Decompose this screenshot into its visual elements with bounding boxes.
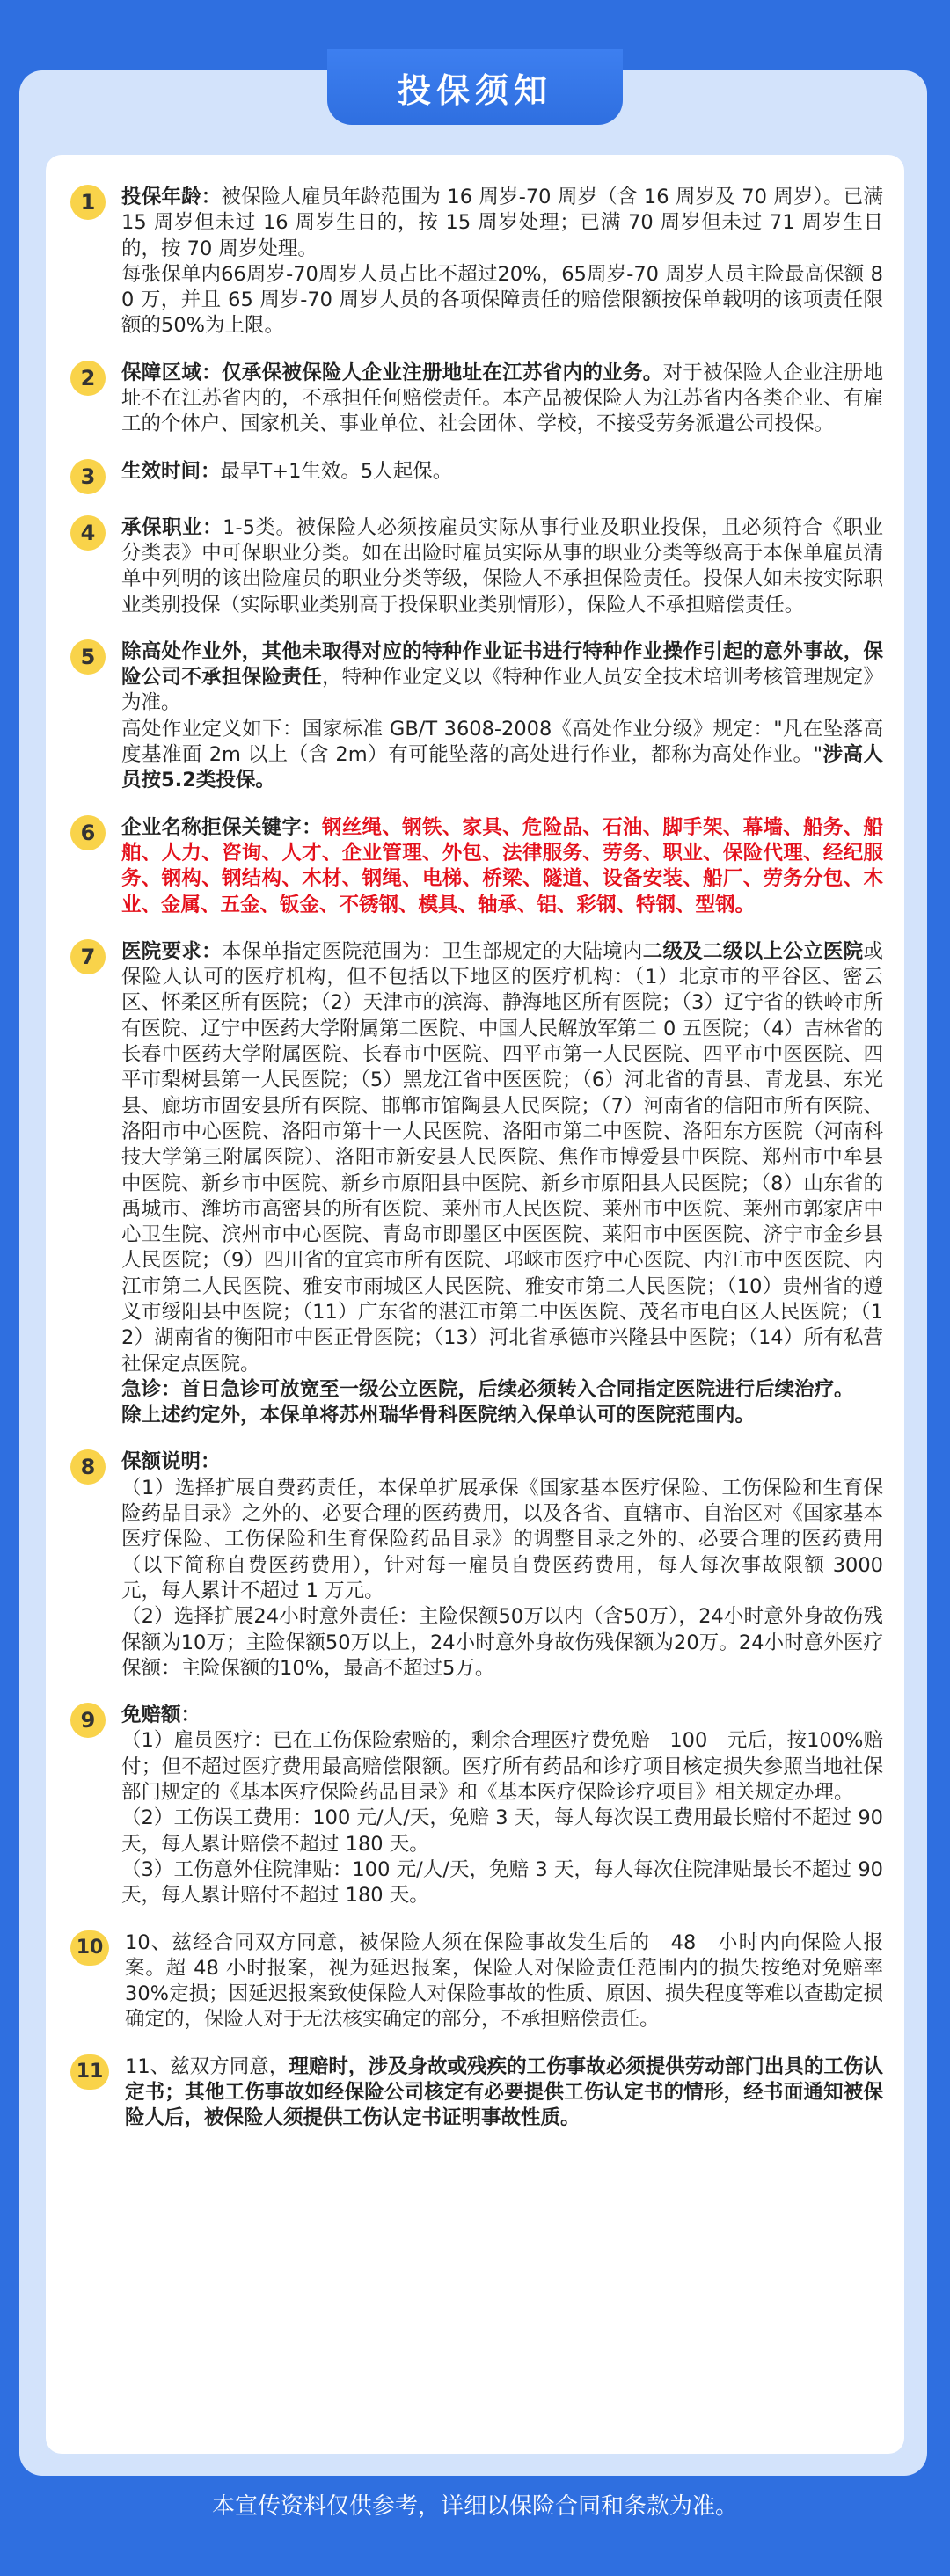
item-text: 1-5类。被保险人必须按雇员实际从事行业及职业投保，且必须符合《职业分类表》中可保职业分类。如在出险时雇员实际从事的职业分类等级高于本保单雇员清单中列明的该出险雇员的职业分类等级，保险人不承担保险责任。投保人如未按实际职业类别投保（实际职业类别高于投保职业类别情形），保险人不承担赔偿责任。 xyxy=(121,515,883,617)
item-heading: 保障区域： xyxy=(121,361,222,384)
item-number-badge: 2 xyxy=(70,361,106,396)
item-text: 10、兹经合同双方同意，被保险人须在保险事故发生后的 48 小时内向保险人报案。超 48 小时报案，视为延迟报案，保险人对保险责任范围内的损失按绝对免赔率 30%定损；因延迟报案致使保险人对保险事故的性质、原因、损失程度等难以查勘定损确定的，保险人对于无法核实确定的部分，不承担赔偿责任。 xyxy=(125,1930,903,2032)
notice-item xyxy=(70,639,883,794)
item-text: （1）雇员医疗：已在工伤保险索赔的，剩余合理医疗费免赔 100 元后，按100%赔付；但不超过医疗费用最高赔偿限额。医疗所有药品和诊疗项目核定损失参照当地社保部门规定的《基本医疗保险药品目录》和《基本医疗保险诊疗项目》相关规定办理。 xyxy=(121,1729,883,1805)
notice-item xyxy=(70,1930,903,2033)
item-number-badge: 9 xyxy=(70,1703,106,1738)
item-text: 对于被保险人企业注册地址不在江苏省内的，不承担任何赔偿责任。本产品被保险人为江苏省内各类企业、有雇工的个体户、国家机关、事业单位、社会团体、学校，不接受劳务派遣公司投保。 xyxy=(121,361,883,436)
item-body xyxy=(125,1930,903,2033)
notice-card xyxy=(46,155,904,2454)
item-text: （1）选择扩展自费药责任，本保单扩展承保《国家基本医疗保险、工伤保险和生育保险药品目录》之外的、必要合理的医药费用，以及各省、直辖市、自治区对《国家基本医疗保险、工伤保险和生育保险药品目录》的调整目录之外的、必要合理的医药费用（以下简称自费医药费用），针对每一雇员自费医药费用，每人每次事故限额 3000 元，每人累计不超过 1 万元。 xyxy=(121,1476,883,1602)
item-body xyxy=(121,361,883,438)
item-bold-text: 除上述约定外，本保单将苏州瑞华骨科医院纳入保单认可的医院范围内。 xyxy=(121,1404,756,1427)
notice-item xyxy=(70,2054,883,2132)
notice-item xyxy=(70,515,883,618)
page-title: 投保须知 xyxy=(327,49,623,125)
item-heading: 生效时间： xyxy=(121,459,221,483)
item-bold-text: 首日急诊可放宽至一级公立医院，后续必须转入合同指定医院进行后续治疗。 xyxy=(180,1377,854,1401)
item-bold-text: 涉高人员按5.2类投保。 xyxy=(121,743,883,792)
item-body xyxy=(121,515,883,618)
item-text: 本保单指定医院范围为：卫生部规定的大陆境内 xyxy=(221,939,643,963)
item-body xyxy=(121,939,883,1429)
item-heading: 投保年龄： xyxy=(121,186,222,208)
notice-item xyxy=(70,459,883,494)
item-heading: 承保职业： xyxy=(121,515,223,539)
item-text: 11、兹双方同意， xyxy=(125,2054,289,2078)
item-body xyxy=(125,2054,883,2132)
item-number-badge: 1 xyxy=(70,185,106,220)
item-text: （2）选择扩展24小时意外责任：主险保额50万以内（含50万），24小时意外身故伤残保额为10万；主险保额50万以上，24小时意外身故伤残保额为20万。24小时意外医疗保额：主险保额的10%，最高不超过5万。 xyxy=(121,1605,883,1680)
notice-item xyxy=(70,1449,883,1682)
item-bold-text: 二级及二级以上公立医院 xyxy=(642,939,864,963)
item-number-badge: 11 xyxy=(70,2054,109,2090)
item-number-badge: 5 xyxy=(70,639,106,675)
notice-item xyxy=(70,185,883,339)
item-number-badge: 7 xyxy=(70,939,106,974)
item-body xyxy=(121,815,883,918)
item-heading: 企业名称拒保关键字： xyxy=(121,815,322,839)
notice-item xyxy=(70,815,883,918)
notice-item xyxy=(70,361,883,438)
item-body xyxy=(121,185,883,339)
disclaimer-footer: 本宣传资料仅供参考，详细以保险合同和条款为准。 xyxy=(211,2493,738,2520)
item-text: （2）工伤误工费用：100 元/人/天，免赔 3 天，每人每次误工费用最长赔付不超过 90 天，每人累计赔偿不超过 180 天。 xyxy=(121,1806,883,1856)
item-number-badge: 8 xyxy=(70,1449,106,1485)
item-bold-text: 除高处作业外，其他未取得对应的特种作业证书进行特种作业操作引起的意外事故，保险公司不承担保险责任 xyxy=(121,639,883,690)
item-text: ，特种作业定义以《特种作业人员安全技术培训考核管理规定》为准。 xyxy=(121,666,883,715)
item-number-badge: 6 xyxy=(70,815,106,850)
rejected-keywords: 钢丝绳、钢铁、家具、危险品、石油、脚手架、幕墙、船务、船舶、人力、咨询、人才、企业管理、外包、法律服务、劳务、职业、保险代理、经纪服务、钢构、钢结构、木材、钢绳、电梯、桥梁、隧道、设备安装、船厂、劳务分包、木业、金属、五金、钣金、不锈钢、模具、轴承、铝、彩钢、特钢、型钢。 xyxy=(121,815,883,916)
item-bold-text: 理赔时，涉及身故或残疾的工伤事故必须提供劳动部门出具的工伤认定书；其他工伤事故如经保险公司核定有必要提供工伤认定书的情形，经书面通知被保险人后，被保险人须提供工伤认定书证明事故性质。 xyxy=(125,2054,883,2130)
item-heading: 免赔额： xyxy=(121,1704,201,1727)
item-bold-text: 仅承保被保险人企业注册地址在江苏省内的业务。 xyxy=(221,361,663,384)
item-body xyxy=(121,459,883,485)
item-heading: 急诊： xyxy=(121,1377,181,1401)
item-text: 高处作业定义如下：国家标准 GB/T 3608-2008《高处作业分级》规定："凡在坠落高度基准面 2m 以上（含 2m）有可能坠落的高处进行作业，都称为高处作业。" xyxy=(121,717,883,767)
item-heading: 医院要求： xyxy=(121,939,222,963)
item-heading: 保额说明： xyxy=(121,1450,221,1474)
notice-item xyxy=(70,1703,883,1908)
item-text: 每张保单内66周岁-70周岁人员占比不超过20%，65周岁-70 周岁人员主险最高保额 80 万，并且 65 周岁-70 周岁人员的各项保障责任的赔偿限额按保单载明的该项责任限额的50%为上限。 xyxy=(121,262,883,338)
item-number-badge: 10 xyxy=(70,1930,109,1966)
item-text: 最早T+1生效。5人起保。 xyxy=(220,459,453,483)
item-body xyxy=(121,1449,883,1682)
item-number-badge: 4 xyxy=(70,515,106,551)
item-body xyxy=(121,639,883,794)
item-text: 被保险人雇员年龄范围为 16 周岁-70 周岁（含 16 周岁及 70 周岁）。已满 15 周岁但未过 16 周岁生日的，按 15 周岁处理；已满 70 周岁但未过 71 周岁生日的，按 70 周岁处理。 xyxy=(121,186,883,260)
item-body xyxy=(121,1703,883,1908)
notice-item xyxy=(70,939,883,1429)
item-number-badge: 3 xyxy=(70,459,106,494)
item-text: （3）工伤意外住院津贴：100 元/人/天，免赔 3 天，每人每次住院津贴最长不超过 90 天，每人累计赔付不超过 180 天。 xyxy=(121,1857,883,1908)
item-text: 或保险人认可的医疗机构，但不包括以下地区的医疗机构：（1）北京市的平谷区、密云区、怀柔区所有医院；（2）天津市的滨海、静海地区所有医院；（3）辽宁省的铁岭市所有医院、辽宁中医药大学附属第二医院、中国人民解放军第二 0 五医院；（4）吉林省的长春中医药大学附属医院、长春市中医院、四平市第一人民医院、四平市中医医院、四平市梨树县第一人民医院；（5）黑龙江省中医医院；（6）河北省的青县、青龙县、东光县、廊坊市固安县所有医院、邯郸市馆陶县人民医院；（7）河南省的信阳市所有医院、洛阳市中心医院、洛阳市第十一人民医院、洛阳市第二中医院、洛阳东方医院（河南科技大学第三附属医院）、洛阳市新安县人民医院、焦作市博爱县中医院、郑州市中牟县中医院、新乡市中医院、新乡市原阳县中医院、新乡市原阳县人民医院；（8）山东省的禹城市、潍坊市高密县的所有医院、莱州市人民医院、莱州市中医院、莱州市郭家店中心卫生院、滨州市中心医院、青岛市即墨区中医医院、莱阳市中医医院、济宁市金乡县人民医院；（9）四川省的宜宾市所有医院、邛崃市医疗中心医院、内江市中医医院、内江市第二人民医院、雅安市雨城区人民医院、雅安市第二人民医院；（10）贵州省的遵义市绥阳县中医院；（11）广东省的湛江市第二中医医院、茂名市电白区人民医院；（12）湖南省的衡阳市中医正骨医院；（13）河北省承德市兴隆县中医院；（14）所有私营社保定点医院。 xyxy=(121,939,883,1376)
